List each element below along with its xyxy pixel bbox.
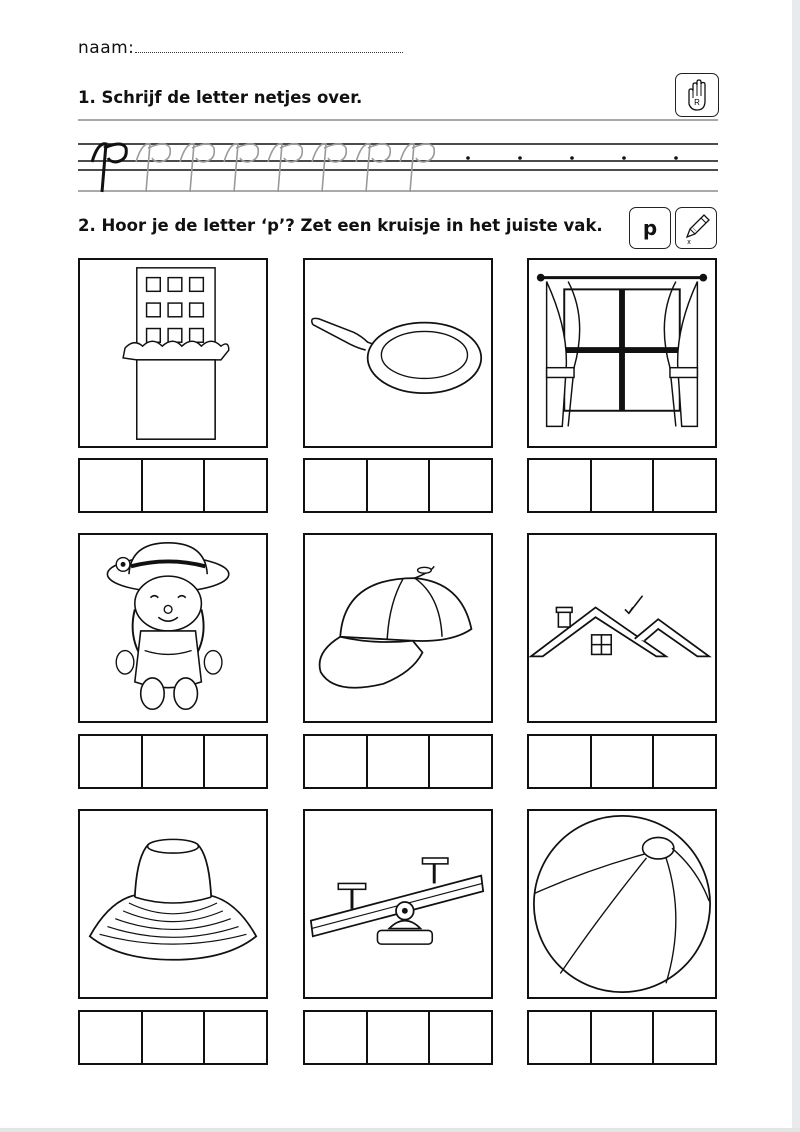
picture-frying-pan bbox=[303, 258, 493, 448]
cursive-p-trace bbox=[224, 144, 258, 192]
frying-pan-icon bbox=[305, 260, 491, 446]
answer-box[interactable] bbox=[592, 1012, 655, 1063]
answer-boxes-window-curtains[interactable] bbox=[527, 458, 717, 513]
start-dot bbox=[674, 156, 678, 160]
cursive-p-trace bbox=[268, 144, 302, 192]
handwriting-practice-area[interactable] bbox=[78, 118, 718, 196]
answer-box[interactable] bbox=[430, 736, 491, 787]
answer-box[interactable] bbox=[205, 1012, 266, 1063]
answer-box[interactable] bbox=[654, 460, 715, 511]
picture-bucket-hat bbox=[78, 809, 268, 999]
cursive-p-trace bbox=[180, 144, 214, 192]
page-bottom-shadow bbox=[0, 1128, 800, 1132]
cursive-p-example bbox=[92, 144, 126, 192]
answer-box[interactable] bbox=[529, 736, 592, 787]
answer-box[interactable] bbox=[305, 736, 368, 787]
hand-badge-letter: R bbox=[694, 98, 700, 107]
name-field[interactable] bbox=[78, 38, 403, 58]
seesaw-icon bbox=[305, 811, 491, 997]
answer-boxes-frying-pan[interactable] bbox=[303, 458, 493, 513]
cursive-p-trace bbox=[312, 144, 346, 192]
answer-box[interactable] bbox=[143, 1012, 206, 1063]
picture-seesaw bbox=[303, 809, 493, 999]
answer-box[interactable] bbox=[592, 736, 655, 787]
picture-doll bbox=[78, 533, 268, 723]
answer-box[interactable] bbox=[143, 736, 206, 787]
roof-icon bbox=[529, 535, 715, 721]
answer-box[interactable] bbox=[430, 460, 491, 511]
answer-box[interactable] bbox=[205, 460, 266, 511]
start-dot bbox=[622, 156, 626, 160]
answer-box[interactable] bbox=[80, 736, 143, 787]
answer-boxes-beach-ball[interactable] bbox=[527, 1010, 717, 1065]
beach-ball-icon bbox=[529, 811, 715, 997]
answer-box[interactable] bbox=[305, 460, 368, 511]
start-dot bbox=[570, 156, 574, 160]
answer-boxes-bucket-hat[interactable] bbox=[78, 1010, 268, 1065]
picture-cap bbox=[303, 533, 493, 723]
answer-box[interactable] bbox=[654, 1012, 715, 1063]
cursive-p-trace bbox=[136, 144, 170, 192]
pencil-mark: x bbox=[687, 239, 691, 246]
answer-box[interactable] bbox=[654, 736, 715, 787]
answer-box[interactable] bbox=[368, 1012, 431, 1063]
window-curtains-icon bbox=[529, 260, 715, 446]
cap-icon bbox=[305, 535, 491, 721]
answer-boxes-doll[interactable] bbox=[78, 734, 268, 789]
answer-box[interactable] bbox=[368, 736, 431, 787]
cursive-p-trace bbox=[356, 144, 390, 192]
cursive-p-trace bbox=[400, 144, 434, 192]
page-edge-shadow bbox=[792, 0, 800, 1132]
picture-chocolate-bar bbox=[78, 258, 268, 448]
answer-boxes-cap[interactable] bbox=[303, 734, 493, 789]
picture-beach-ball bbox=[527, 809, 717, 999]
name-label: naam: bbox=[78, 38, 135, 58]
answer-box[interactable] bbox=[529, 460, 592, 511]
answer-box[interactable] bbox=[205, 736, 266, 787]
answer-boxes-seesaw[interactable] bbox=[303, 1010, 493, 1065]
chocolate-bar-icon bbox=[80, 260, 266, 446]
answer-box[interactable] bbox=[80, 460, 143, 511]
answer-box[interactable] bbox=[430, 1012, 491, 1063]
picture-window-curtains bbox=[527, 258, 717, 448]
exercise-2-title: 2. Hoor je de letter ‘p’? Zet een kruisje in het juiste vak. bbox=[78, 216, 603, 235]
start-dot bbox=[466, 156, 470, 160]
name-dotted-line[interactable] bbox=[135, 42, 403, 53]
answer-boxes-roof[interactable] bbox=[527, 734, 717, 789]
letter-p-badge: p bbox=[629, 207, 671, 249]
answer-boxes-chocolate-bar[interactable] bbox=[78, 458, 268, 513]
answer-box[interactable] bbox=[529, 1012, 592, 1063]
exercise-1-title: 1. Schrijf de letter netjes over. bbox=[78, 88, 363, 107]
answer-box[interactable] bbox=[305, 1012, 368, 1063]
pencil-icon bbox=[675, 207, 717, 249]
picture-roof bbox=[527, 533, 717, 723]
start-dot bbox=[518, 156, 522, 160]
bucket-hat-icon bbox=[80, 811, 266, 997]
answer-box[interactable] bbox=[592, 460, 655, 511]
answer-box[interactable] bbox=[143, 460, 206, 511]
doll-icon bbox=[80, 535, 266, 721]
answer-box[interactable] bbox=[80, 1012, 143, 1063]
hand-icon bbox=[675, 73, 719, 117]
answer-box[interactable] bbox=[368, 460, 431, 511]
